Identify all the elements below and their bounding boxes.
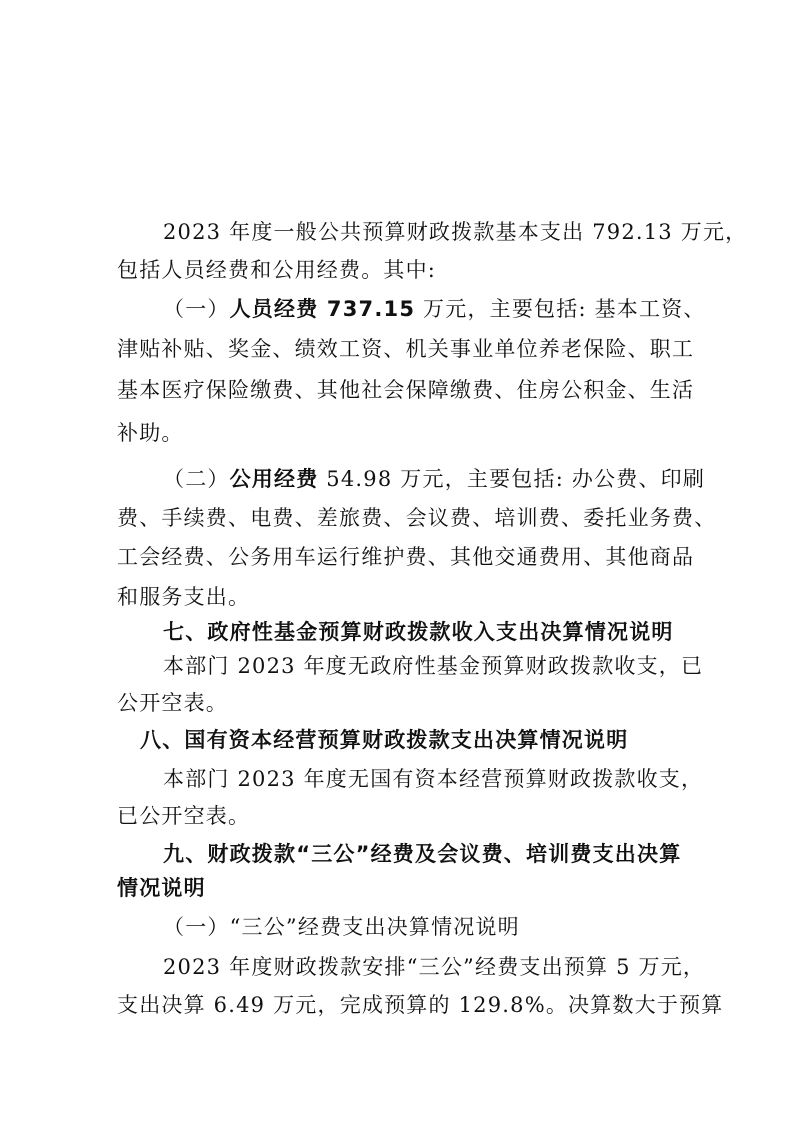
paragraph-public-line2: 费、手续费、电费、差旅费、会议费、培训费、委托业务费、 bbox=[117, 506, 717, 530]
paragraph-personnel-line1 bbox=[0, 287, 793, 331]
paragraph-personnel-line4: 补助。 bbox=[117, 421, 184, 445]
paragraph-public-line1 bbox=[0, 457, 793, 501]
section8-heading: 八、国有资本经营预算财政拨款支出决算情况说明 bbox=[140, 728, 629, 752]
section9-line1: 2023 年度财政拨款安排“三公”经费支出预算 5 万元， bbox=[163, 955, 706, 979]
section7-heading: 七、政府性基金预算财政拨款收入支出决算情况说明 bbox=[163, 620, 674, 644]
personnel-prefix: （一） bbox=[163, 297, 230, 321]
section7-line2: 公开空表。 bbox=[117, 691, 228, 715]
personnel-rest: 万元，主要包括: 基本工资、 bbox=[415, 297, 706, 321]
section7-line1: 本部门 2023 年度无政府性基金预算财政拨款收支，已 bbox=[163, 654, 704, 678]
section8-line2: 已公开空表。 bbox=[117, 804, 251, 828]
section9-line2: 支出决算 6.49 万元，完成预算的 129.8%。决算数大于预算 bbox=[117, 993, 724, 1017]
public-title: 公用经费 bbox=[229, 467, 319, 491]
paragraph-personnel-line3: 基本医疗保险缴费、其他社会保障缴费、住房公积金、生活 bbox=[117, 378, 695, 402]
section9-subheading: （一）“三公”经费支出决算情况说明 bbox=[163, 915, 520, 939]
paragraph-public-line3: 工会经费、公务用车运行维护费、其他交通费用、其他商品 bbox=[117, 545, 695, 569]
personnel-title: 人员经费 737.15 bbox=[229, 297, 416, 321]
section9-heading-line2: 情况说明 bbox=[117, 876, 206, 900]
section9-heading-line1: 九、财政拨款“三公”经费及会议费、培训费支出决算 bbox=[163, 842, 682, 866]
paragraph-basic-expense-line1: 2023 年度一般公共预算财政拨款基本支出 792.13 万元， bbox=[163, 220, 748, 244]
public-prefix: （二） bbox=[163, 467, 230, 491]
paragraph-basic-expense-line2: 包括人员经费和公用经费。其中: bbox=[117, 258, 437, 282]
public-rest: 54.98 万元，主要包括: 办公费、印刷 bbox=[318, 467, 706, 491]
paragraph-public-line4: 和服务支出。 bbox=[117, 585, 251, 609]
section8-line1: 本部门 2023 年度无国有资本经营预算财政拨款收支， bbox=[163, 767, 704, 791]
paragraph-personnel-line2: 津贴补贴、奖金、绩效工资、机关事业单位养老保险、职工 bbox=[117, 337, 695, 361]
